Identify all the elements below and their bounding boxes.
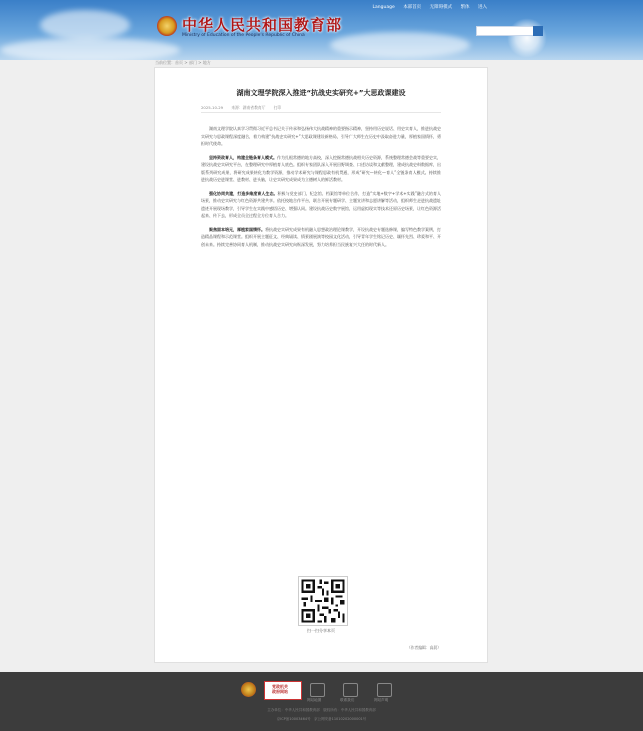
print-link[interactable]: 打印 [273, 105, 282, 110]
article-meta [201, 105, 288, 111]
statement-icon[interactable] [377, 683, 392, 697]
sitemap-icon[interactable] [310, 683, 325, 697]
article-date: 2025-10-29 [201, 105, 224, 110]
contact-label[interactable]: 联系我们 [340, 698, 355, 702]
search-button[interactable] [533, 26, 543, 36]
paragraph-text: 将抗战史实研究成果有机融入思想政治理论课教学，开设抗战史专题选修课，编写特色教学案例，打造精品课程和示范课堂。组织开展主题征文、经典诵读、情景剧展演等校园文化活动，引导青年学生铭记历史、缅怀先烈、珍爱和平、开创未来。持续完善协同育人机制，推动抗战史实研究向纵深发展，努力培养担当民族复兴大任的时代新人。 [201, 226, 441, 247]
contact-icon[interactable] [343, 683, 358, 697]
search-input[interactable] [476, 26, 534, 36]
article-body [201, 125, 441, 254]
article-source: 来源：湖南省教育厅 [231, 105, 266, 110]
paragraph-text: 作为扎根常德的地方高校，深入挖掘常德抗战相关历史资源，系统整理常德会战等重要史实，建设抗战史实研究平台，在整理研究中厚植育人底色。组织专家团队深入开展田野调查、口述访谈和文献整理，建成抗战史料数据库，出版系列研究成果，将研究成果转化为教学资源，推动学术研究与课程思政有机贯通，形成“研究—转化—育人”全链条育人模式。持续推进抗战历史进课堂、进教材、进头脑，让史实研究成果成为立德树人的鲜活教材。 [201, 154, 441, 182]
site-subtitle: Ministry of Education of the People's Republic of China [182, 33, 305, 38]
paragraph [201, 154, 441, 184]
top-link-home[interactable]: 本部首页 [403, 5, 422, 10]
top-link-accessibility[interactable]: 无障碍模式 [429, 5, 453, 10]
paragraph-lead: 强化协同共建，打造多维度育人生态。 [209, 190, 278, 196]
editor-credit: （作者编辑：高晨） [406, 645, 441, 650]
paragraph [201, 125, 441, 148]
paragraph-lead: 聚焦固本培元，厚植家国情怀。 [209, 226, 265, 232]
site-footer [0, 672, 643, 731]
footer-copyright: 主办单位：中华人民共和国教育部 版权所有：中华人民共和国教育部 [267, 708, 376, 712]
sitemap-label[interactable]: 网站地图 [307, 698, 322, 702]
paragraph-text: 积极与党史部门、纪念馆、档案馆等单位合作，打造“实地+数字+学术+实践”融合式的育人场景，推动史实研究与红色资源共建共享。依托校地合作平台，联合开展专题研学、主题宣讲和志愿讲解等活动，组织师生走进抗战遗址遗迹开展现场教学，引导学生在实践中感悟历史、增强认同。建设抗战历史数字展馆，运用虚拟现实等技术还原历史场景，让红色资源活起来、传下去，形成全员全过程全方位育人合力。 [201, 190, 441, 218]
top-link-enter[interactable]: 进入 [478, 5, 487, 10]
top-link-language[interactable]: Language [372, 5, 395, 10]
article-panel [154, 67, 488, 663]
site-title: 中华人民共和国教育部 [182, 16, 343, 34]
qr-caption: 扫一扫分享本页 [307, 628, 335, 633]
paragraph [201, 226, 441, 249]
national-emblem-icon [157, 16, 177, 36]
article-title: 湖南文理学院深入推进“抗战史实研究+”大思政课建设 [236, 89, 406, 97]
title-divider [201, 112, 441, 113]
header-cloud [330, 32, 470, 58]
footer-emblem-icon [241, 682, 256, 697]
header-cloud [40, 10, 130, 40]
paragraph-lead: 坚持资政育人，构建全链条育人模式。 [209, 154, 277, 160]
dandelion-decoration [507, 18, 547, 58]
site-header [0, 0, 643, 60]
breadcrumb[interactable]: 当前位置：首页 > 部门 > 地方 [155, 60, 211, 65]
badge-line: 党政机关 [272, 684, 288, 689]
qr-code-icon [298, 576, 348, 626]
gov-site-badge-text [272, 684, 288, 694]
footer-icp: 京ICP备10003464号 京公网安备11010202000001号 [276, 717, 367, 721]
header-cloud [0, 38, 180, 60]
badge-line: 政府网站 [272, 689, 288, 694]
paragraph-text: 湖南文理学院认真学习贯彻习近平总书记关于传承和弘扬伟大抗战精神的重要指示精神，坚持用历史说话、用史实育人，推进抗战史实研究与思政课程深度融合，着力构建“抗战史实研究+”大思政课建设新格局，引导广大师生在历史中汲取奋进力量，厚植家国情怀，勇担时代使命。 [201, 126, 441, 146]
top-links [366, 4, 487, 10]
top-link-traditional[interactable]: 繁体 [460, 5, 470, 10]
statement-label[interactable]: 网站声明 [374, 698, 389, 702]
paragraph [201, 190, 441, 220]
